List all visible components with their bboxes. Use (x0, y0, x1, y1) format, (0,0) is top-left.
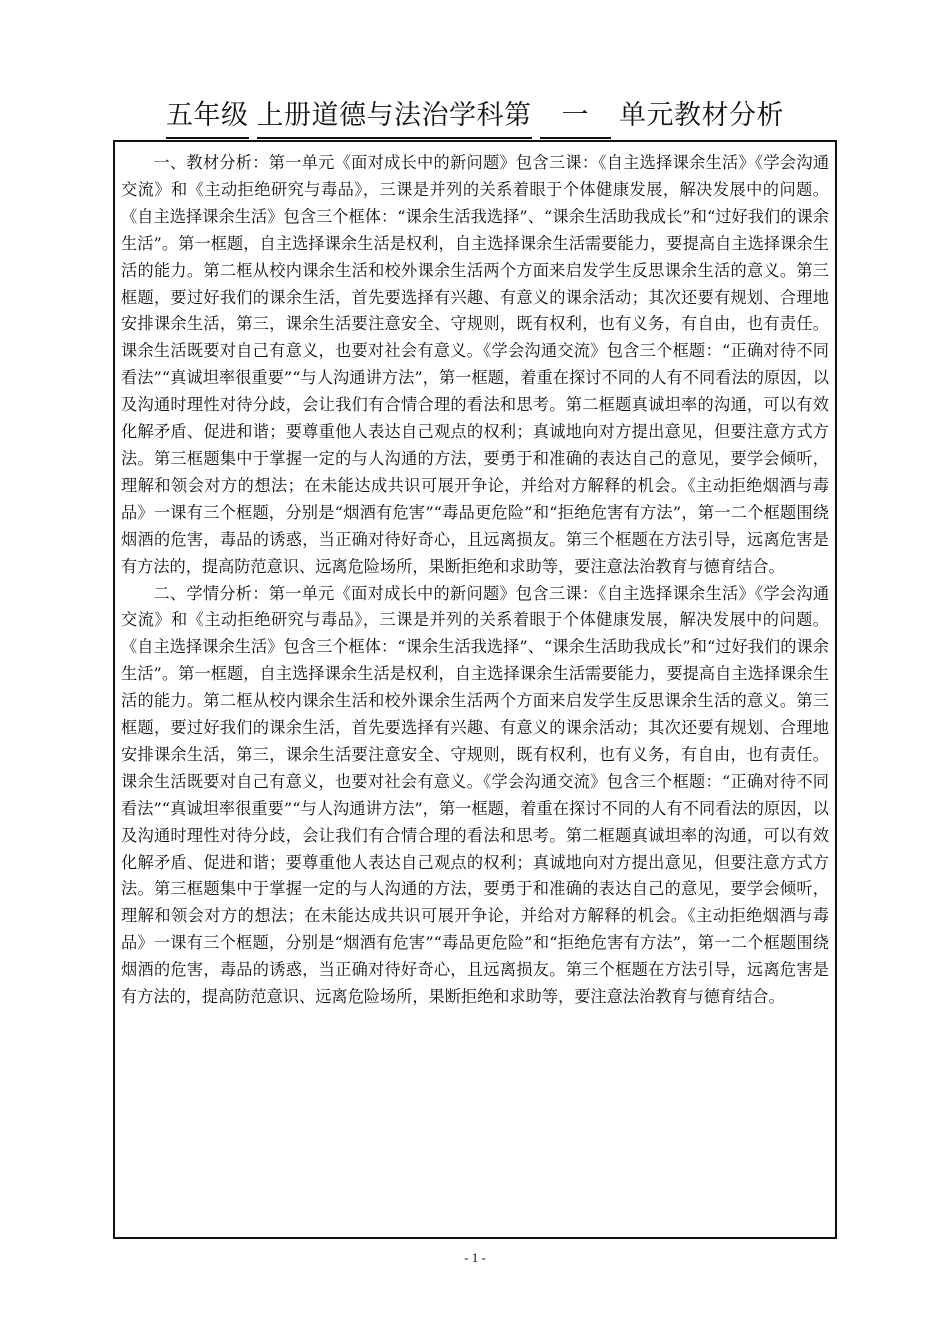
title-subject: 上册道德与法治学科第 (257, 96, 532, 139)
textbook-analysis-paragraph: 一、教材分析：第一单元《面对成长中的新问题》包含三课：《自主选择课余生活》《学会沟通交流》和《主动拒绝研究与毒品》，三课是并列的关系着眼于个体健康发展，解决发展中的问题。《自主选择课余生活》包含三个框体：“课余生活我选择”、“课余生活助我成长”和“过好我们的课余生活”。第一框题，自主选择课余生活是权利，自主选择课余生活需要能力，要提高自主选择课余生活的能力。第二框从校内课余生活和校外课余生活两个方面来启发学生反思课余生活的意义。第三框题，要过好我们的课余生活，首先要选择有兴趣、有意义的课余活动；其次还要有规划、合理地安排课余生活，第三，课余生活要注意安全、守规则，既有权利，也有义务，有自由，也有责任。课余生活既要对自己有意义，也要对社会有意义。《学会沟通交流》包含三个框题：“正确对待不同看法”“真诚坦率很重要”“与人沟通讲方法”，第一框题，着重在探讨不同的人有不同看法的原因，以及沟通时理性对待分歧，会让我们有合情合理的看法和思考。第二框题真诚坦率的沟通，可以有效化解矛盾、促进和谐；要尊重他人表达自己观点的权利；真诚地向对方提出意见，但要注意方式方法。第三框题集中于掌握一定的与人沟通的方法，要勇于和准确的表达自己的意见，要学会倾听，理解和领会对方的想法；在未能达成共识可展开争论，并给对方解释的机会。《主动拒绝烟酒与毒品》一课有三个框题，分别是“烟酒有危害”“毒品更危险”和“拒绝危害有方法”，第一二个框题围绕烟酒的危害，毒品的诱惑，当正确对待好奇心，且远离损友。第三个框题在方法引导，远离危害是有方法的，提高防范意识、远离危险场所，果断拒绝和求助等，要注意法治教育与德育结合。 (121, 153, 829, 576)
student-analysis-paragraph: 二、学情分析：第一单元《面对成长中的新问题》包含三课：《自主选择课余生活》《学会沟通交流》和《主动拒绝研究与毒品》，三课是并列的关系着眼于个体健康发展，解决发展中的问题。《自主选择课余生活》包含三个框体：“课余生活我选择”、“课余生活助我成长”和“过好我们的课余生活”。第一框题，自主选择课余生活是权利，自主选择课余生活需要能力，要提高自主选择课余生活的能力。第二框从校内课余生活和校外课余生活两个方面来启发学生反思课余生活的意义。第三框题，要过好我们的课余生活，首先要选择有兴趣、有意义的课余活动；其次还要有规划、合理地安排课余生活，第三，课余生活要注意安全、守规则，既有权利，也有义务，有自由，也有责任。课余生活既要对自己有意义，也要对社会有意义。《学会沟通交流》包含三个框题：“正确对待不同看法”“真诚坦率很重要”“与人沟通讲方法”，第一框题，着重在探讨不同的人有不同看法的原因，以及沟通时理性对待分歧，会让我们有合情合理的看法和思考。第二框题真诚坦率的沟通，可以有效化解矛盾、促进和谐；要尊重他人表达自己观点的权利；真诚地向对方提出意见，但要注意方式方法。第三框题集中于掌握一定的与人沟通的方法，要勇于和准确的表达自己的意见，要学会倾听，理解和领会对方的想法；在未能达成共识可展开争论，并给对方解释的机会。《主动拒绝烟酒与毒品》一课有三个框题，分别是“烟酒有危害”“毒品更危险”和“拒绝危害有方法”，第一二个框题围绕烟酒的危害，毒品的诱惑，当正确对待好奇心，且远离损友。第三个框题在方法引导，远离危害是有方法的，提高防范意识、远离危险场所，果断拒绝和求助等，要注意法治教育与德育结合。 (121, 583, 829, 1007)
title-grade: 五年级 (166, 96, 249, 139)
content-body (121, 150, 829, 1011)
content-box (113, 140, 837, 1239)
title-suffix: 单元教材分析 (619, 100, 784, 131)
page-number: - 1 - (464, 1250, 486, 1265)
title-unit-number: 一 (540, 96, 612, 139)
page-title (0, 96, 950, 139)
